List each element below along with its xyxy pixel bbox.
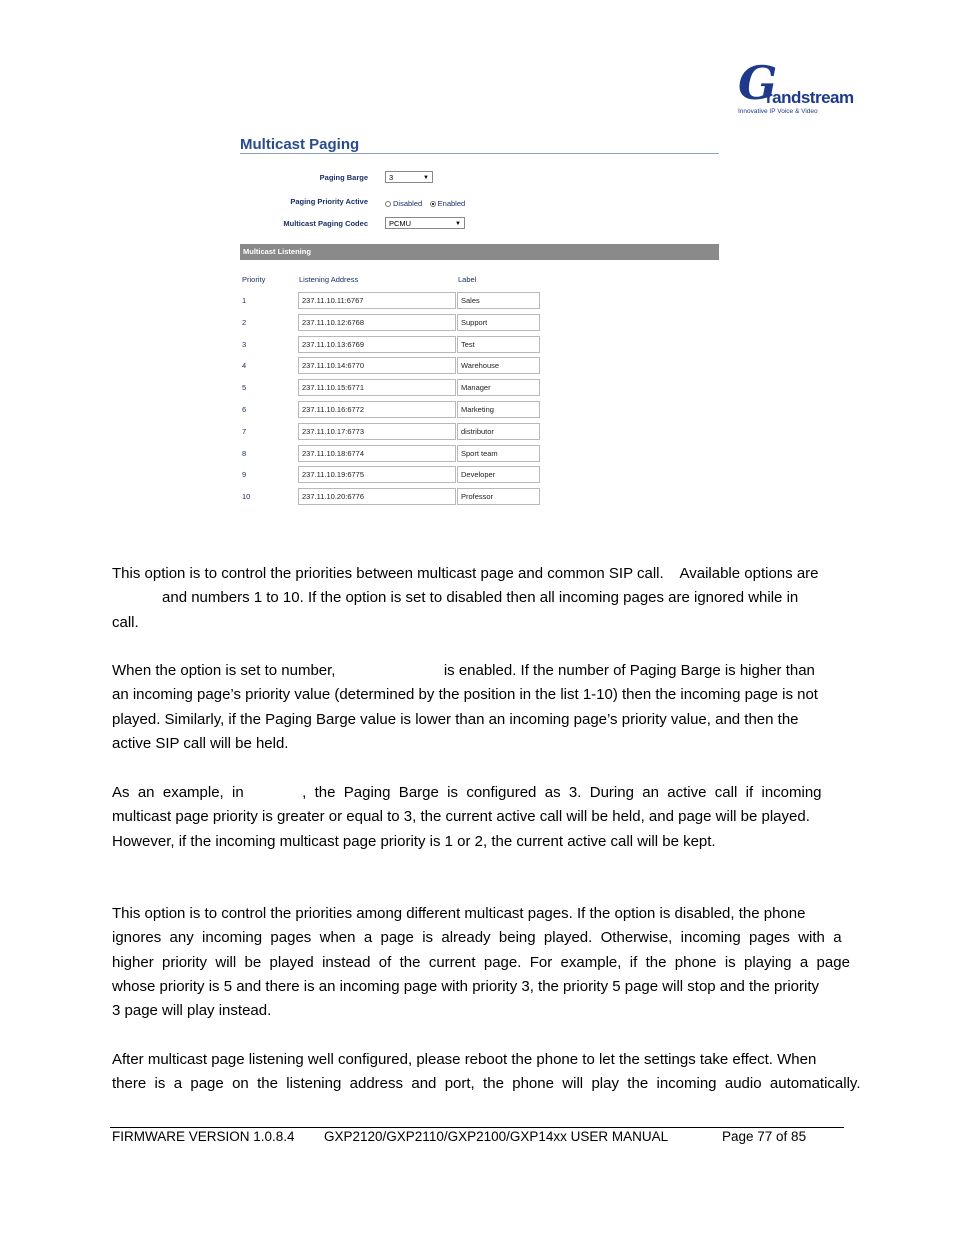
table-row — [240, 292, 720, 310]
paragraph-example — [112, 781, 841, 854]
text-line: ignores any incoming pages when a page is already being played. Otherwise, incoming pages with a — [112, 929, 842, 947]
text-line: multicast page priority is greater or equal to 3, the current active call will be held, and page will be played. — [112, 808, 810, 826]
priority-active-row — [240, 195, 720, 211]
table-row — [240, 336, 720, 354]
text-line: played. Similarly, if the Paging Barge value is lower than an incoming page’s priority value, and then the — [112, 710, 799, 728]
codec-row — [240, 217, 720, 233]
logo-mark: G — [738, 56, 778, 110]
paragraph-paging-barge — [112, 562, 841, 635]
dropdown-arrow-icon: ▼ — [423, 175, 429, 181]
text-line: When the option is set to number, is enabled. If the number of Paging Barge is higher than — [112, 662, 815, 679]
priority-enabled-label: Enabled — [437, 199, 466, 209]
listening-address-input[interactable]: 237.11.10.14:6770 — [298, 357, 456, 374]
text-line: and numbers 1 to 10. If the option is set to disabled then all incoming pages are ignored while in — [112, 589, 799, 607]
paging-barge-value: 3 — [389, 173, 394, 182]
table-row — [240, 379, 720, 397]
row-priority: 3 — [242, 339, 247, 349]
row-priority: 9 — [242, 470, 247, 480]
row-priority: 1 — [242, 296, 247, 305]
text-line: This option is to control the priorities among different multicast pages. If the option is disabled, the phone — [112, 905, 806, 922]
column-header-priority: Priority — [242, 275, 266, 284]
label-input[interactable]: Developer — [457, 466, 540, 483]
row-priority: 5 — [242, 383, 247, 393]
priority-active-label: Paging Priority Active — [290, 197, 368, 206]
table-row — [240, 314, 720, 332]
priority-disabled-radio[interactable] — [385, 201, 391, 207]
dropdown-arrow-icon: ▼ — [455, 221, 461, 227]
label-input[interactable]: Manager — [457, 379, 540, 396]
label-input[interactable]: Support — [457, 314, 540, 331]
paging-barge-select[interactable] — [385, 171, 433, 183]
text-line: After multicast page listening well configured, please reboot the phone to let the settings take effect. When — [112, 1051, 817, 1068]
row-priority: 4 — [242, 361, 247, 371]
footer-page-number: Page 77 of 85 — [722, 1129, 807, 1144]
codec-value: PCMU — [389, 219, 412, 228]
multicast-listening-bar: Multicast Listening — [240, 244, 719, 260]
grandstream-logo — [736, 56, 854, 118]
table-row — [240, 488, 720, 506]
row-priority: 10 — [242, 492, 251, 502]
logo-name: randstream — [766, 88, 854, 107]
codec-label: Multicast Paging Codec — [283, 219, 368, 228]
multicast-paging-screenshot — [240, 136, 720, 506]
label-input[interactable]: Professor — [457, 488, 540, 505]
text-line: call. — [112, 613, 139, 631]
label-input[interactable]: Marketing — [457, 401, 540, 418]
table-row — [240, 401, 720, 419]
table-row — [240, 445, 720, 463]
text-line: This option is to control the priorities between multicast page and common SIP call. Available options are — [112, 565, 819, 582]
text-line: whose priority is 5 and there is an incoming page with priority 3, the priority 5 page will stop and the priority — [112, 977, 820, 995]
listening-address-input[interactable]: 237.11.10.15:6771 — [298, 379, 456, 396]
label-input[interactable]: Test — [457, 336, 540, 353]
priority-enabled-radio[interactable] — [430, 201, 436, 207]
codec-select[interactable] — [385, 217, 465, 229]
text-line: higher priority will be played instead of the current page. For example, if the phone is playing a page — [112, 953, 850, 971]
listening-address-input[interactable]: 237.11.10.20:6776 — [298, 488, 456, 505]
table-row — [240, 357, 720, 375]
row-priority: 8 — [242, 448, 247, 458]
paging-barge-row — [240, 171, 720, 187]
text-line: 3 page will play instead. — [112, 1002, 272, 1020]
paragraph-priority-active — [112, 902, 850, 1023]
text-line: However, if the incoming multicast page priority is 1 or 2, the current active call will be kept. — [112, 832, 716, 850]
paging-barge-label: Paging Barge — [319, 173, 368, 182]
logo-tagline: Innovative IP Voice & Video — [738, 108, 818, 115]
listening-address-input[interactable]: 237.11.10.18:6774 — [298, 445, 456, 462]
text-line: active SIP call will be held. — [112, 734, 289, 752]
section-title: Multicast Paging — [240, 136, 360, 153]
priority-disabled-label: Disabled — [393, 199, 423, 209]
row-priority: 2 — [242, 317, 247, 327]
column-header-address: Listening Address — [299, 275, 359, 284]
label-input[interactable]: distributor — [457, 423, 540, 440]
listening-address-input[interactable]: 237.11.10.19:6775 — [298, 466, 456, 483]
text-line: an incoming page’s priority value (determined by the position in the list 1-10) then the incoming page is not — [112, 686, 818, 704]
label-input[interactable]: Sales — [457, 292, 540, 309]
column-header-label: Label — [458, 275, 477, 284]
text-line: As an example, in , the Paging Barge is configured as 3. During an active call if incoming — [112, 784, 822, 801]
paragraph-reboot-note — [112, 1048, 861, 1097]
footer-manual-title: GXP2120/GXP2110/GXP2100/GXP14xx USER MANUAL — [324, 1129, 669, 1144]
table-row — [240, 466, 720, 484]
text-line: there is a page on the listening address and port, the phone will play the incoming audio automatically. — [112, 1075, 861, 1093]
row-priority: 6 — [242, 405, 247, 414]
label-input[interactable]: Sport team — [457, 445, 540, 462]
listening-address-input[interactable]: 237.11.10.11:6767 — [298, 292, 456, 309]
paragraph-number-setting — [112, 659, 841, 756]
label-input[interactable]: Warehouse — [457, 357, 540, 374]
title-divider — [240, 153, 719, 154]
listening-address-input[interactable]: 237.11.10.16:6772 — [298, 401, 456, 418]
footer-firmware: FIRMWARE VERSION 1.0.8.4 — [112, 1129, 295, 1144]
table-row — [240, 423, 720, 441]
row-priority: 7 — [242, 426, 247, 436]
listening-address-input[interactable]: 237.11.10.17:6773 — [298, 423, 456, 440]
listening-address-input[interactable]: 237.11.10.13:6769 — [298, 336, 456, 353]
listening-address-input[interactable]: 237.11.10.12:6768 — [298, 314, 456, 331]
footer-divider — [110, 1127, 844, 1128]
priority-radio-group — [385, 195, 468, 213]
